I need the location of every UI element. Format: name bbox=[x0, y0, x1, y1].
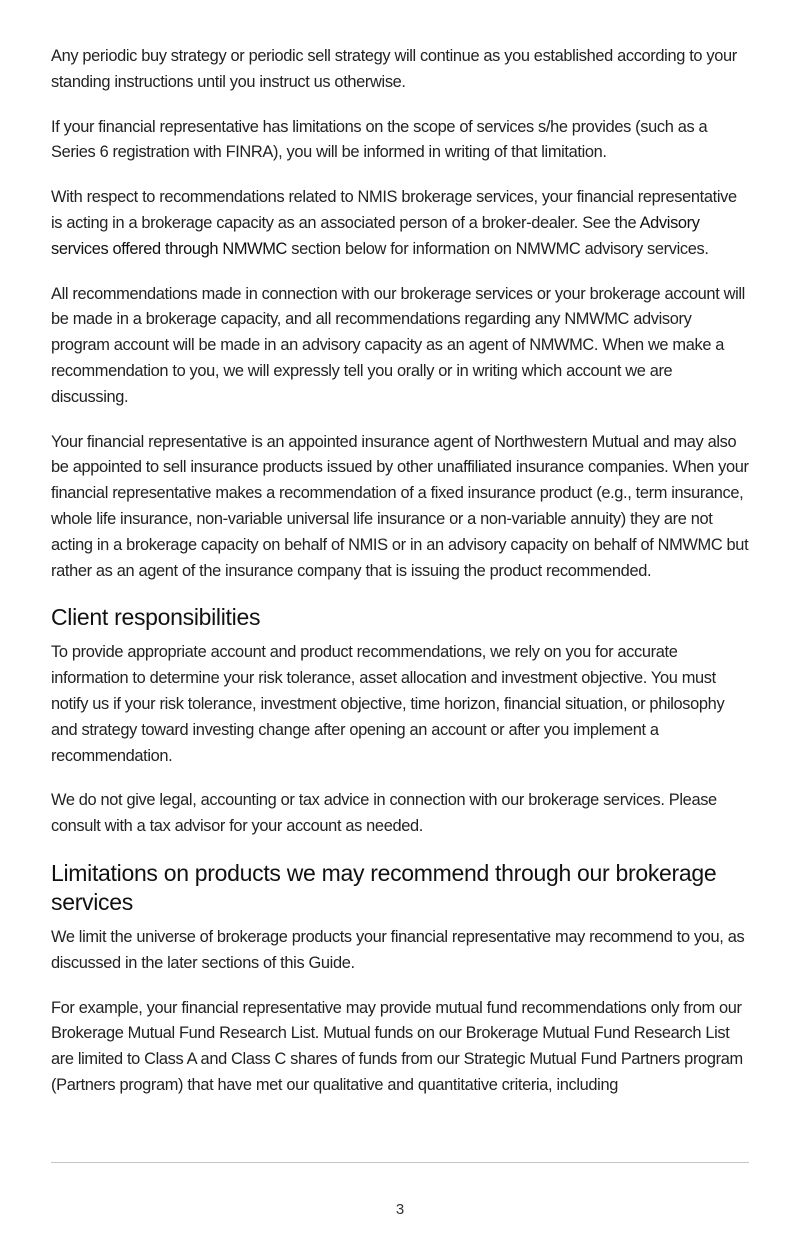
advisory-reference-paragraph bbox=[51, 185, 751, 262]
advisory-text-before: With respect to recommendations related to NMIS brokerage services, your financial representative is acting in a brokerage capacity as an associated person of a broker-dealer. See the bbox=[51, 188, 737, 232]
client-info-paragraph: To provide appropriate account and product recommendations, we rely on you for accurate information to determine your risk tolerance, asset allocation and investment objective. You must notify us if your risk tolerance, investment objective, time horizon, financial situation, or philosophy and strategy toward investing change after opening an account or after you implement a recommendation. bbox=[51, 643, 725, 765]
document-body bbox=[51, 44, 751, 1118]
tax-advice-paragraph: We do not give legal, accounting or tax advice in connection with our brokerage services. Please consult with a tax advisor for your account as needed. bbox=[51, 791, 717, 836]
mutual-fund-example-paragraph: For example, your financial representative may provide mutual fund recommendations only from our Brokerage Mutual Fund Research List. Mutual funds on our Brokerage Mutual Fund Research List are limited to Class A and Class C shares of funds from our Strategic Mutual Fund Partners program (Partners program) that have met our qualitative and quantitative criteria, including bbox=[51, 998, 743, 1094]
client-responsibilities-heading: Client responsibilities bbox=[51, 604, 261, 631]
footer-divider bbox=[51, 1162, 749, 1163]
limit-universe-paragraph: We limit the universe of brokerage products your financial representative may recommend to you, as discussed in the later sections of this Guide. bbox=[51, 927, 745, 972]
limitations-heading: Limitations on products we may recommend through our brokerage services bbox=[51, 859, 717, 915]
recommendations-capacity-paragraph: All recommendations made in connection with our brokerage services or your brokerage account will be made in a brokerage capacity, and all recommendations regarding any NMWMC advisory program account will be made in an advisory capacity as an agent of NMWMC. When we make a recommendation to you, we will expressly tell you orally or in writing which account we are discussing. bbox=[51, 284, 745, 406]
periodic-strategy-paragraph: Any periodic buy strategy or periodic sell strategy will continue as you established according to your standing instructions until you instruct us otherwise. bbox=[51, 47, 737, 91]
limitations-scope-paragraph: If your financial representative has limitations on the scope of services s/he provides (such as a Series 6 registration with FINRA), you will be informed in writing of that limitation. bbox=[51, 117, 708, 162]
insurance-agent-paragraph: Your financial representative is an appointed insurance agent of Northwestern Mutual and may also be appointed to sell insurance products issued by other unaffiliated insurance companies. When your financial representative makes a recommendation of a fixed insurance product (e.g., term insurance, whole life insurance, non-variable universal life insurance or a non-variable annuity) they are not acting in a brokerage capacity on behalf of NMIS or in an advisory capacity on behalf of NMWMC but rather as an agent of the insurance company that is issuing the product recommended. bbox=[51, 432, 749, 580]
page-number: 3 bbox=[395, 1201, 405, 1218]
advisory-section-link[interactable]: Advisory services offered through NMWMC bbox=[51, 213, 700, 258]
advisory-text-after: section below for information on NMWMC advisory services. bbox=[287, 239, 709, 258]
